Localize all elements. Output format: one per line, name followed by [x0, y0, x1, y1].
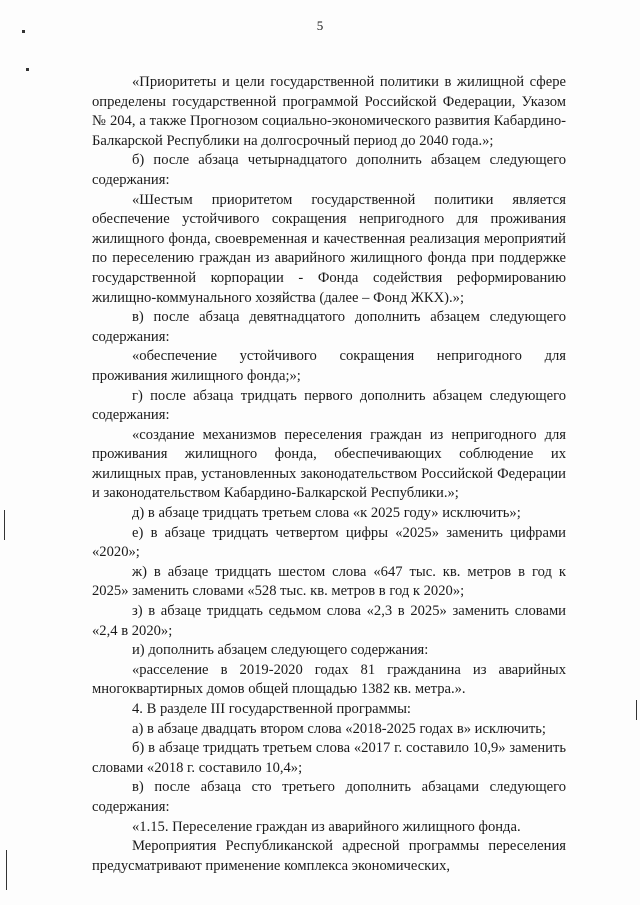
- page-number: 5: [316, 18, 324, 33]
- scan-mark-top: [22, 30, 25, 33]
- paragraph-12: и) дополнить абзацем следующего содержания:: [132, 642, 429, 659]
- paragraph-16: б) в абзаце тридцать третьем слова «2017 г. составило 10,9» заменить словами «2018 г. составило 10,4»;: [92, 740, 566, 776]
- paragraph-10: ж) в абзаце тридцать шестом слова «647 тыс. кв. метров в год к 2025» заменить словами «528 тыс. кв. метров в год к 2020»;: [92, 563, 566, 600]
- paragraph-18: «1.15. Переселение граждан из аварийного жилищного фонда.: [132, 818, 521, 835]
- paragraph-11: з) в абзаце тридцать седьмом слова «2,3 в 2025» заменить словами «2,4 в 2020»;: [92, 603, 566, 639]
- paragraph-7: «создание механизмов переселения граждан из непригодного для проживания жилищного фонда, обеспечивающих соблюдение их жилищных прав, установленных законодательством Российской Федерации и законодательством Кабардино-Балкарской Республики.»;: [92, 426, 566, 502]
- scan-mark-left-bracket: [4, 510, 5, 540]
- scan-mark-upper: [26, 68, 29, 71]
- paragraph-5: «обеспечение устойчивого сокращения непригодного для проживания жилищного фонда;»;: [92, 348, 566, 384]
- document-body: [92, 73, 566, 876]
- paragraph-14: 4. В разделе III государственной программы:: [132, 701, 411, 717]
- paragraph-6: г) после абзаца тридцать первого дополнить абзацем следующего содержания:: [92, 387, 566, 424]
- paragraph-1: «Приоритеты и цели государственной политики в жилищной сфере определены государственной программой Российской Федерации, Указом № 204, а также Прогнозом социально-экономического развития Кабардино-Балкарской Республики на долгосрочный период до 2040 года.»;: [92, 74, 566, 149]
- paragraph-2: б) после абзаца четырнадцатого дополнить абзацем следующего содержания:: [92, 152, 566, 188]
- paragraph-4: в) после абзаца девятнадцатого дополнить абзацем следующего содержания:: [92, 309, 566, 345]
- paragraph-19: Мероприятия Республиканской адресной программы переселения предусматривают применение комплекса экономических,: [92, 838, 566, 874]
- scan-mark-left-bottom: [6, 850, 7, 890]
- paragraph-13: «расселение в 2019-2020 годах 81 гражданина из аварийных многоквартирных домов общей площадью 1382 кв. метра.».: [92, 661, 566, 698]
- paragraph-17: в) после абзаца сто третьего дополнить абзацами следующего содержания:: [92, 779, 566, 815]
- paragraph-8: д) в абзаце тридцать третьем слова «к 2025 году» исключить»;: [132, 505, 521, 522]
- paragraph-9: е) в абзаце тридцать четвертом цифры «2025» заменить цифрами «2020»;: [92, 524, 566, 561]
- scan-mark-right: [636, 700, 637, 720]
- paragraph-3: «Шестым приоритетом государственной политики является обеспечение устойчивого сокращения непригодного для проживания жилищного фонда, своевременная и качественная реализация мероприятий по переселению граждан из аварийного жилищного фонда при поддержке государственной корпорации - Фонда содействия реформированию жилищно-коммунального хозяйства (далее – Фонд ЖКХ).»;: [92, 191, 566, 306]
- paragraph-15: а) в абзаце двадцать втором слова «2018-2025 годах в» исключить;: [132, 720, 546, 737]
